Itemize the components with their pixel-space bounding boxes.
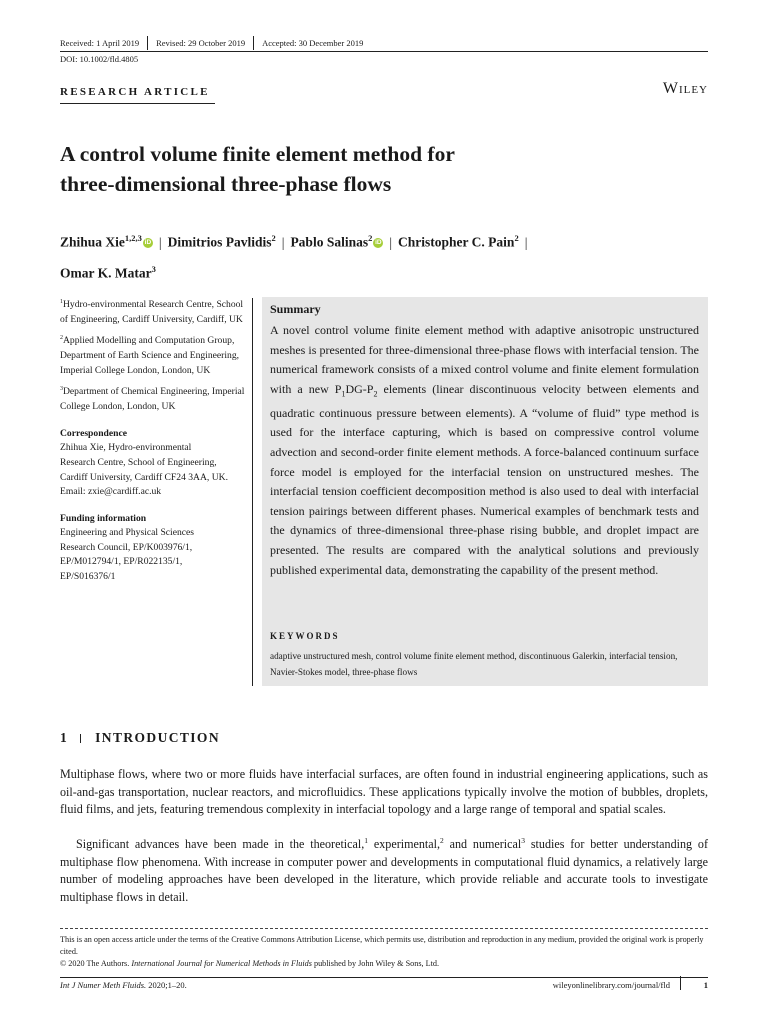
orcid-icon[interactable]: iD xyxy=(375,239,382,247)
affiliation: $^1$Hydro-environmental Research Centre, School of Engineering, Cardiff University, Cardiff, UK xyxy=(60,299,244,325)
author-name[interactable]: Dimitrios Pavlidis xyxy=(167,234,272,250)
doi: DOI: 10.1002/fld.4805 xyxy=(60,54,139,64)
author-list xyxy=(60,225,700,286)
page-number: 1 xyxy=(703,980,708,990)
author-name[interactable]: Pablo Salinas xyxy=(290,234,369,250)
author-name[interactable]: Zhihua Xie xyxy=(60,234,125,250)
affiliation: $^2$Applied Modelling and Computation Group, Department of Earth Science and Engineering, Imperial College London, London, UK xyxy=(60,335,240,376)
body-paragraph: Significant advances have been made in the theoretical,$^1$ experimental,$^2$ and numerical$^3$ studies for better understanding of multiphase flow phenomena. With increase in computer power and developments in computational fluid dynamics, a relatively large number of modeling approaches have been developed in the literature, which provide reliable and accurate tools to investigate multiphase flows in detail. xyxy=(60,836,708,904)
section-heading xyxy=(60,730,220,746)
keywords-heading: KEYWORDS xyxy=(270,631,340,641)
funding-heading: Funding information xyxy=(60,512,147,524)
author-affiliation-ref: 1,2,3 xyxy=(124,233,142,243)
citation-ref[interactable]: 1 xyxy=(364,836,369,845)
author-affiliation-ref: 2 xyxy=(271,233,276,243)
correspondence-line: Zhihua Xie, Hydro-environmental xyxy=(60,442,192,454)
revised-date: Revised: 29 October 2019 xyxy=(156,38,246,48)
funding-line: Research Council, EP/K003976/1, xyxy=(60,541,193,553)
author-affiliation-ref: 2 xyxy=(368,233,373,243)
divider xyxy=(80,734,81,743)
section-title: INTRODUCTION xyxy=(95,730,220,745)
divider xyxy=(147,36,148,50)
license-note: This is an open access article under the terms of the Creative Commons Attribution License, which permits use, distribution and reproduction in any medium, provided the original work is properly cited. xyxy=(60,935,704,957)
author-name[interactable]: Omar K. Matar xyxy=(60,265,152,280)
author-affiliation-ref: 3 xyxy=(151,263,156,274)
column-divider xyxy=(252,298,253,686)
affiliation: $^3$Department of Chemical Engineering, Imperial College London, London, UK xyxy=(60,386,245,413)
header-rule xyxy=(60,51,708,52)
author-name[interactable]: Christopher C. Pain xyxy=(398,234,515,250)
journal-website-link[interactable]: wileyonlinelibrary.com/journal/fld xyxy=(552,980,670,990)
author-affiliation-ref: 2 xyxy=(514,233,519,243)
received-date: Received: 1 April 2019 xyxy=(60,38,140,48)
divider xyxy=(253,36,254,50)
title-line-1: A control volume finite element method for xyxy=(60,142,455,166)
accepted-date: Accepted: 30 December 2019 xyxy=(262,38,364,48)
keywords-text: adaptive unstructured mesh, control volume finite element method, discontinuous Galerkin, interfacial tension, Navier-Stokes model, three-phase flows xyxy=(270,651,678,677)
article-dates xyxy=(60,36,363,50)
author-separator: | xyxy=(524,234,528,250)
correspondence-line: Cardiff University, Cardiff CF24 3AA, UK. xyxy=(60,471,228,483)
divider xyxy=(680,976,681,990)
funding-line: EP/S016376/1 xyxy=(60,571,116,583)
footer-rule xyxy=(60,977,708,978)
correspondence-heading: Correspondence xyxy=(60,427,127,439)
section-number: 1 xyxy=(60,730,69,745)
correspondence-line: Research Centre, School of Engineering, xyxy=(60,456,217,468)
title-line-2: three-dimensional three-phase flows xyxy=(60,172,392,196)
summary-text: A novel control volume finite element method with adaptive anisotropic unstructured meshes is presented for three-dimensional three-phase flows with interfacial tension. The numerical framework consists of a mixed control volume and finite element formulation with a new $P_1DG-P_2$ elements (linear discontinuous velocity between elements and quadratic continuous pressure between elements). A “volume of fluid” type method is used for the interface capturing, which is based on compressive control volume advection and second-order finite element methods. A force-balanced continuum surface force model is employed for the interfacial tension on unstructured meshes. The interfacial tension coefficient decomposition method is also used to deal with interfacial tension pairings between different phases. Numerical examples of benchmark tests and the dynamics of three-dimensional three-phase rising bubble, and droplet impact are presented. The results are compared with the analytical solutions and previously published experimental data, demonstrating the capability of the present method. xyxy=(270,323,699,577)
footnote-rule xyxy=(60,928,708,929)
article-type-underline xyxy=(60,103,215,104)
citation-ref[interactable]: 3 xyxy=(521,836,526,845)
author-separator: | xyxy=(389,234,393,250)
funding-line: Engineering and Physical Sciences xyxy=(60,527,195,539)
journal-citation: Int J Numer Meth Fluids. 2020;1–20. xyxy=(60,980,187,990)
funding-line: EP/M012794/1, EP/R022135/1, xyxy=(60,556,183,568)
article-type-label: RESEARCH ARTICLE xyxy=(60,86,210,98)
citation-ref[interactable]: 2 xyxy=(440,836,444,845)
author-separator: | xyxy=(281,234,285,250)
correspondence-email[interactable]: Email: zxie@cardiff.ac.uk xyxy=(60,486,162,498)
body-paragraph: Multiphase flows, where two or more fluids have interfacial surfaces, are often found in industrial engineering applications, such as oil-and-gas transportation, nuclear reactors, and microfluidics. These applications typically involve the motion of bubbles, droplets, fluid films, and jets, featuring tremendous complexity in interfacial topology and a large range of temporal and spatial scales. xyxy=(60,767,708,817)
orcid-icon[interactable]: iD xyxy=(144,239,152,247)
copyright-note: © 2020 The Authors. International Journal for Numerical Methods in Fluids published by John Wiley & Sons, Ltd. xyxy=(60,959,440,968)
publisher-logo: Wiley xyxy=(662,80,708,97)
summary-heading: Summary xyxy=(270,302,321,316)
author-separator: | xyxy=(158,234,162,250)
article-info-column xyxy=(60,295,246,585)
article-title xyxy=(60,139,620,199)
